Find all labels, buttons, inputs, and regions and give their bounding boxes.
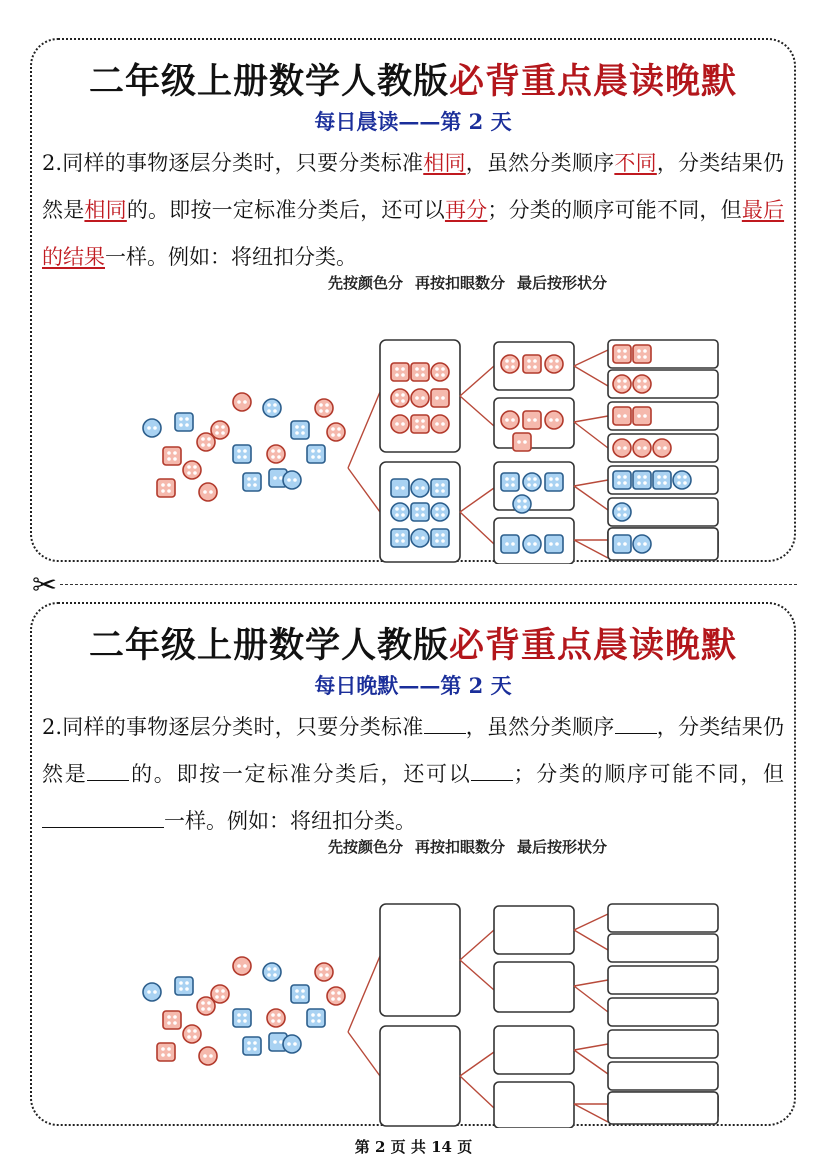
button-icon [673, 471, 691, 489]
title-red: 必背重点晨读晚默 [449, 61, 738, 102]
button-icon [501, 411, 519, 429]
button-icon [143, 983, 161, 1001]
title-black: 二年级上册数学人教版 [88, 61, 449, 102]
button-icon [545, 473, 563, 491]
button-icon [501, 535, 519, 553]
text-segment: 的。即按一定标准分类后，还可以 [129, 762, 472, 786]
button-icon [545, 535, 563, 553]
button-icon [175, 977, 193, 995]
button-icon [633, 407, 651, 425]
button-icon [513, 433, 531, 451]
button-icon [411, 529, 429, 547]
morning-paragraph [42, 140, 784, 281]
button-icon [501, 355, 519, 373]
highlight-term: 最后的结果 [42, 198, 785, 269]
button-icon [327, 423, 345, 441]
text-segment: ，虽然分类顺序 [465, 715, 615, 739]
hole-group [494, 1026, 574, 1074]
title-red: 必背重点晨读晚默 [449, 625, 738, 666]
label-by-shape: 最后按形状分 [517, 838, 608, 856]
button-icon [211, 421, 229, 439]
label-by-holes: 再按扣眼数分 [415, 274, 506, 292]
highlight-term: 相同 [423, 151, 466, 175]
shape-group [608, 904, 718, 932]
text-segment: ；分类的顺序可能不同，但 [487, 198, 742, 222]
shape-group [608, 966, 718, 994]
empty-classification-diagram [102, 856, 742, 1128]
button-icon [307, 445, 325, 463]
button-icon [391, 503, 409, 521]
text-segment: 2.同样的事物逐层分类时，只要分类标准 [42, 151, 424, 175]
button-icon [283, 1035, 301, 1053]
button-icon [633, 375, 651, 393]
button-icon [653, 471, 671, 489]
button-icon [431, 363, 449, 381]
button-classification-diagram [102, 292, 742, 564]
button-icon [163, 447, 181, 465]
button-icon [315, 399, 333, 417]
label-by-holes: 再按扣眼数分 [415, 838, 506, 856]
button-icon [513, 495, 531, 513]
text-segment: ，虽然分类顺序 [465, 151, 615, 175]
button-icon [243, 473, 261, 491]
button-icon [175, 413, 193, 431]
text-segment: ；分类的顺序可能不同，但 [513, 762, 785, 786]
button-icon [267, 445, 285, 463]
evening-subtitle: 每日晚默——第 2 天 [314, 673, 512, 698]
button-icon [391, 389, 409, 407]
button-icon [431, 389, 449, 407]
button-icon [233, 957, 251, 975]
hole-group [494, 962, 574, 1012]
button-icon [523, 411, 541, 429]
button-icon [613, 503, 631, 521]
label-by-shape: 最后按形状分 [517, 274, 608, 292]
color-group-blue [380, 1026, 460, 1126]
button-icon [291, 421, 309, 439]
button-icon [157, 1043, 175, 1061]
button-icon [431, 479, 449, 497]
button-icon [183, 461, 201, 479]
button-icon [211, 985, 229, 1003]
card-title [32, 54, 794, 104]
button-icon [163, 1011, 181, 1029]
text-segment: 一样。例如：将纽扣分类。 [105, 245, 357, 269]
button-icon [391, 415, 409, 433]
button-icon [653, 439, 671, 457]
button-icon [233, 1009, 251, 1027]
card-title [32, 618, 794, 668]
button-icon [243, 1037, 261, 1055]
button-icon [431, 503, 449, 521]
shape-group [608, 998, 718, 1026]
page-footer: 第 2 页 共 14 页 [354, 1138, 473, 1156]
blank-line[interactable] [87, 760, 129, 781]
button-icon [291, 985, 309, 1003]
connector-line [348, 956, 380, 1076]
button-icon [545, 355, 563, 373]
connector-line [574, 350, 608, 558]
button-icon [501, 473, 519, 491]
button-icon [411, 415, 429, 433]
text-segment: 一样。例如：将纽扣分类。 [164, 809, 416, 833]
connector-line [460, 930, 494, 1108]
evening-paragraph [42, 704, 784, 845]
text-segment: 2.同样的事物逐层分类时，只要分类标准 [42, 715, 424, 739]
blank-line[interactable] [424, 713, 466, 734]
button-icon [613, 439, 631, 457]
button-icon [391, 479, 409, 497]
highlight-term: 不同 [614, 151, 657, 175]
shape-group [608, 1062, 718, 1090]
button-icon [411, 363, 429, 381]
button-icon [523, 355, 541, 373]
shape-group [608, 934, 718, 962]
button-icon [633, 345, 651, 363]
button-icon [327, 987, 345, 1005]
shape-group [608, 1092, 718, 1124]
morning-subtitle: 每日晨读——第 2 天 [314, 109, 512, 134]
evening-card [30, 602, 796, 1126]
shape-group [608, 1030, 718, 1058]
button-icon [431, 529, 449, 547]
button-icon [613, 345, 631, 363]
button-icon [411, 389, 429, 407]
button-icon [267, 1009, 285, 1027]
button-icon [633, 471, 651, 489]
button-icon [613, 471, 631, 489]
button-icon [199, 1047, 217, 1065]
button-icon [431, 415, 449, 433]
blank-line[interactable] [471, 760, 513, 781]
button-icon [545, 411, 563, 429]
blank-line[interactable] [615, 713, 657, 734]
label-by-color: 先按颜色分 [328, 274, 404, 292]
blank-line[interactable] [42, 807, 164, 828]
button-icon [157, 479, 175, 497]
cut-line [60, 584, 797, 585]
button-icon [613, 375, 631, 393]
connector-line [460, 366, 494, 544]
hole-group [494, 1082, 574, 1128]
hole-group [494, 906, 574, 954]
button-icon [613, 535, 631, 553]
highlight-term: 相同 [84, 198, 127, 222]
button-icon [263, 963, 281, 981]
button-icon [183, 1025, 201, 1043]
text-segment: ，分类结果仍然是 [42, 715, 785, 786]
morning-card [30, 38, 796, 562]
button-icon [233, 393, 251, 411]
highlight-term: 再分 [444, 198, 488, 222]
text-segment: ，分类结果仍然是 [42, 151, 784, 222]
button-icon [633, 535, 651, 553]
label-by-color: 先按颜色分 [328, 838, 404, 856]
button-icon [613, 407, 631, 425]
button-icon [633, 439, 651, 457]
button-icon [263, 399, 281, 417]
button-icon [315, 963, 333, 981]
button-icon [307, 1009, 325, 1027]
color-group-red [380, 904, 460, 1016]
diagram-labels [328, 272, 619, 293]
button-icon [283, 471, 301, 489]
scissors-icon: ✂ [32, 568, 58, 603]
button-icon [523, 473, 541, 491]
diagram-labels [328, 836, 619, 857]
button-icon [411, 503, 429, 521]
text-segment: 的。即按一定标准分类后，还可以 [126, 198, 445, 222]
button-icon [391, 529, 409, 547]
button-icon [411, 479, 429, 497]
button-icon [233, 445, 251, 463]
button-icon [143, 419, 161, 437]
connector-line [574, 914, 608, 1122]
button-icon [523, 535, 541, 553]
connector-line [348, 392, 380, 512]
title-black: 二年级上册数学人教版 [88, 625, 449, 666]
button-icon [199, 483, 217, 501]
button-icon [391, 363, 409, 381]
